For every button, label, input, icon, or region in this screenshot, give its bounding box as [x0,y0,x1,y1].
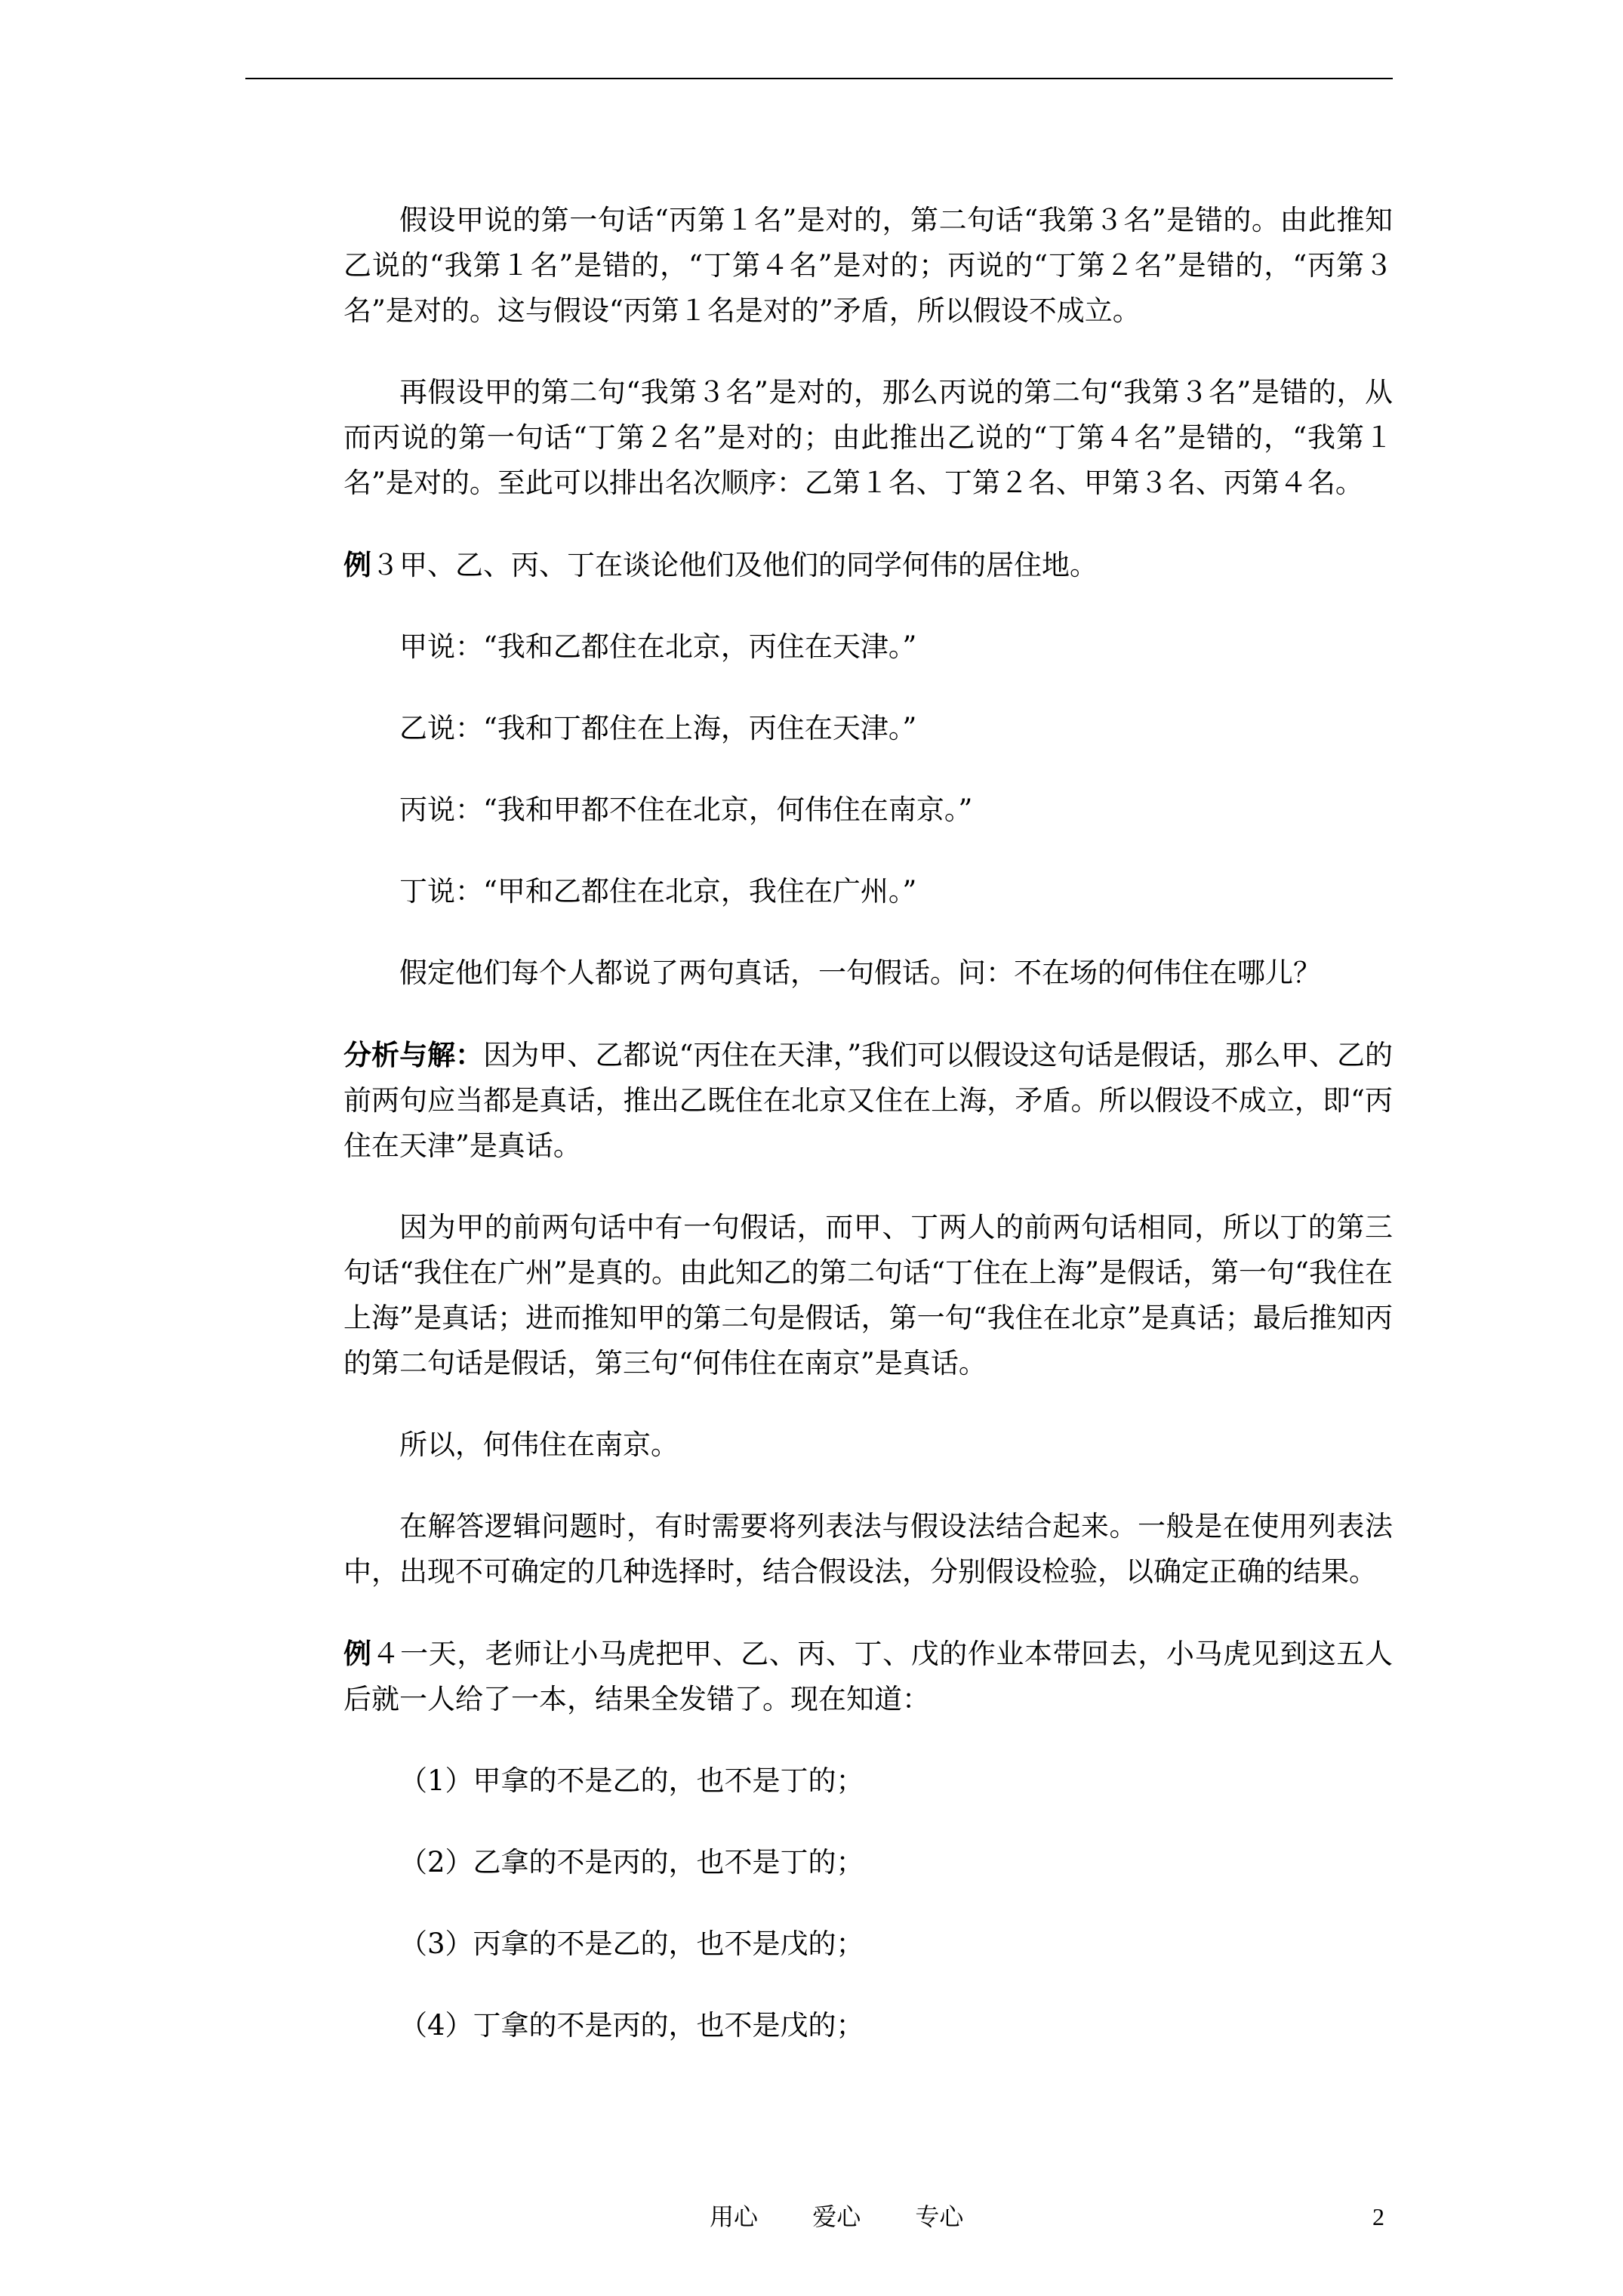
example-4-text: ４一天，老师让小马虎把甲、乙、丙、丁、戊的作业本带回去，小马虎见到这五人后就一人给了一本，结果全发错了。现在知道： [343,1638,1394,1715]
example-3-label: 例 [343,548,371,581]
paragraph-assumption-2: 再假设甲的第二句“我第３名”是对的，那么丙说的第二句“我第３名”是错的，从而丙说的第一句话“丁第２名”是对的；由此推出乙说的“丁第４名”是错的，“我第１名”是对的。至此可以排出名次顺序：乙第１名、丁第２名、甲第３名、丙第４名。 [343,376,1393,499]
statement-jia: 甲说：“我和乙都住在北京，丙住在天津。” [399,630,917,663]
statement-bing: 丙说：“我和甲都不住在北京，何伟住在南京。” [399,794,973,826]
footer-motto-1: 用心 [710,2202,759,2231]
analysis-label: 分析与解： [343,1038,484,1071]
example-3-heading [343,542,1393,588]
condition-item-3: （3）丙拿的不是乙的，也不是戊的； [399,1928,864,1960]
condition-item-2: （2）乙拿的不是丙的，也不是丁的； [399,1846,864,1878]
footer-motto-3: 专心 [915,2202,964,2231]
paragraph-assumption-1: 假设甲说的第一句话“丙第１名”是对的，第二句话“我第３名”是错的。由此推知乙说的“我第１名”是错的，“丁第４名”是对的；丙说的“丁第２名”是错的，“丙第３名”是对的。这与假设“丙第１名是对的”矛盾，所以假设不成立。 [343,204,1393,327]
paragraph-conclusion: 所以，何伟住在南京。 [399,1428,679,1461]
paragraph-deduction: 因为甲的前两句话中有一句假话，而甲、丁两人的前两句话相同，所以丁的第三句话“我住在广州”是真的。由此知乙的第二句话“丁住在上海”是假话，第一句“我住在上海”是真话；进而推知甲的第二句是假话，第一句“我住在北京”是真话；最后推知丙的第二句话是假话，第三句“何伟住在南京”是真话。 [343,1211,1393,1379]
analysis-paragraph [343,1032,1393,1169]
condition-item-1: （1）甲拿的不是乙的，也不是丁的； [399,1764,864,1797]
example-3-text: ３甲、乙、丙、丁在谈论他们及他们的同学何伟的居住地。 [371,549,1098,581]
footer-motto [710,2198,963,2236]
paragraph-method: 在解答逻辑问题时，有时需要将列表法与假设法结合起来。一般是在使用列表法中，出现不可确定的几种选择时，结合假设法，分别假设检验，以确定正确的结果。 [343,1510,1393,1588]
condition-item-4: （4）丁拿的不是丙的，也不是戊的； [399,2009,864,2042]
example-4-heading [343,1631,1393,1722]
analysis-text: 因为甲、乙都说“丙住在天津，”我们可以假设这句话是假话，那么甲、乙的前两句应当都是真话，推出乙既住在北京又住在上海，矛盾。所以假设不成立，即“丙住在天津”是真话。 [343,1039,1393,1162]
footer-motto-2: 爱心 [812,2202,861,2231]
document-body [343,198,1393,2085]
page-footer [0,2198,1623,2236]
statement-ding: 丁说：“甲和乙都住在北京，我住在广州。” [399,875,917,908]
statement-yi: 乙说：“我和丁都住在上海，丙住在天津。” [399,712,917,744]
header-rule [245,78,1393,79]
question-paragraph: 假定他们每个人都说了两句真话，一句假话。问：不在场的何伟住在哪儿？ [399,957,1321,989]
page-number: 2 [1372,2203,1384,2230]
example-4-label: 例 [343,1637,372,1670]
